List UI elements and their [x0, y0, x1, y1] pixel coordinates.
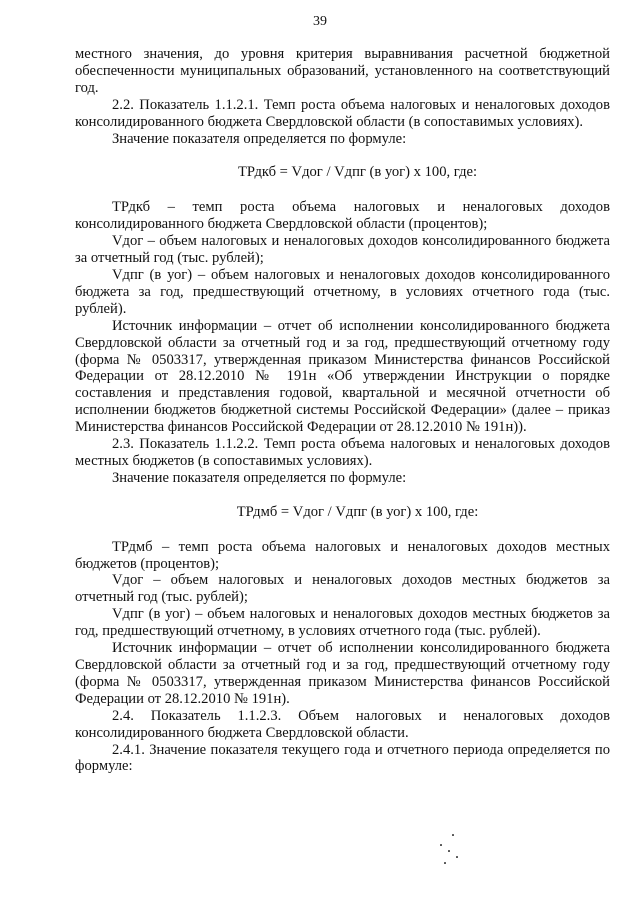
spacer [75, 521, 610, 539]
formula-trdkb: ТРдкб = Vдог / Vдпг (в уог) x 100, где: [237, 164, 478, 181]
paragraph-source-1: Источник информации – отчет об исполнении консолидированного бюджета Свердловской области за отчетный год и за год, предшествующий отчетному году (форма № 0503317, утвержденная приказом Министерства финансов Российской Федерации от 28.12.2010 № 191н «Об утверждении Инструкции о порядке составления и представления годовой, квартальной и месячной отчетности об исполнении бюджетов бюджетной системы Российской Федерации» (далее – приказ Министерства финансов Российской Федерации от 28.12.2010 № 191н)). [75, 317, 610, 436]
paragraph-indicator-2-2: 2.2. Показатель 1.1.2.1. Темп роста объема налоговых и неналоговых доходов консолидированного бюджета Свердловской области (в сопоставимых условиях). [75, 96, 610, 130]
definition-trdmb: ТРдмб – темп роста объема налоговых и неналоговых доходов местных бюджетов (процентов); [75, 538, 610, 572]
formula-trdmb: ТРдмб = Vдог / Vдпг (в уог) x 100, где: [236, 503, 479, 520]
paragraph-indicator-2-4: 2.4. Показатель 1.1.2.3. Объем налоговых и неналоговых доходов консолидированного бюджета Свердловской области. [75, 707, 610, 741]
spacer [75, 181, 610, 199]
paragraph-indicator-2-4-1: 2.4.1. Значение показателя текущего года и отчетного периода определяется по формуле: [75, 741, 610, 775]
definition-trdkb: ТРдкб – темп роста объема налоговых и неналоговых доходов консолидированного бюджета Свердловской области (процентов); [75, 199, 610, 233]
speck [456, 856, 458, 858]
spacer [75, 147, 610, 164]
scan-specks [430, 832, 470, 872]
paragraph-continuation: местного значения, до уровня критерия выравнивания расчетной бюджетной обеспеченности муниципальных образований, установленного на соответствующий год. [75, 46, 610, 96]
definition-vdpg-1: Vдпг (в уог) – объем налоговых и неналоговых доходов консолидированного бюджета за год, предшествующий отчетному, в условиях отчетного года (тыс. рублей). [75, 266, 610, 317]
document-body [75, 46, 610, 775]
speck [448, 850, 450, 852]
page-number: 39 [313, 14, 327, 29]
paragraph-formula-intro-1: Значение показателя определяется по формуле: [112, 130, 407, 147]
paragraph-indicator-2-3: 2.3. Показатель 1.1.2.2. Темп роста объема налоговых и неналоговых доходов местных бюджетов (в сопоставимых условиях). [75, 436, 610, 469]
definition-vdog-2: Vдог – объем налоговых и неналоговых доходов местных бюджетов за отчетный год (тыс. рублей); [75, 572, 610, 606]
speck [444, 862, 446, 864]
paragraph-source-2: Источник информации – отчет об исполнении консолидированного бюджета Свердловской области за отчетный год и за год, предшествующий отчетному году (форма № 0503317, утвержденная приказом Министерства финансов Российской Федерации от 28.12.2010 № 191н). [75, 640, 610, 707]
definition-vdog-1: Vдог – объем налоговых и неналоговых доходов консолидированного бюджета за отчетный год (тыс. рублей); [75, 233, 610, 267]
paragraph-formula-intro-2: Значение показателя определяется по формуле: [112, 469, 407, 486]
spacer [75, 487, 610, 504]
speck [440, 844, 442, 846]
speck [452, 834, 454, 836]
definition-vdpg-2: Vдпг (в уог) – объем налоговых и неналоговых доходов местных бюджетов за год, предшествующий отчетному, в условиях отчетного года (тыс. рублей). [75, 606, 610, 640]
